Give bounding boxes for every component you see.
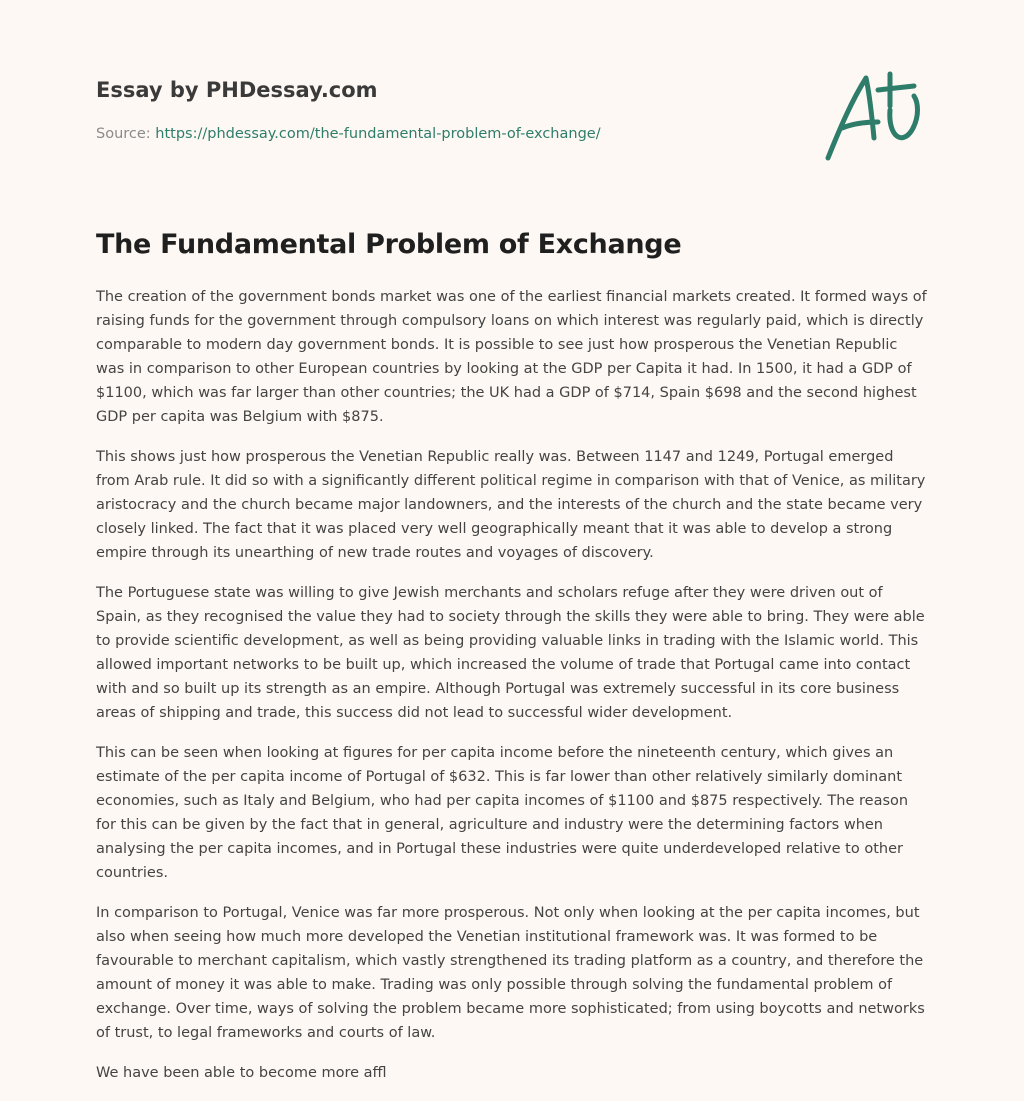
article-paragraph: This can be seen when looking at figures for per capita income before the nineteenth century, which gives an estimate of the per capita income of Portugal of $632. This is far lower than other relatively similarly dominant economies, such as Italy and Belgium, who had per capita incomes of $1100 and $875 respectively. The reason for this can be given by the fact that in general, agriculture and industry were the determining factors when analysing the per capita incomes, and in Portugal these industries were quite underdeveloped relative to other countries. <box>96 745 909 881</box>
source-label: Source: <box>96 126 151 142</box>
article-paragraph: The Portuguese state was willing to give Jewish merchants and scholars refuge after they were driven out of Spain, as they recognised the value they had to society through the skills they were able to bring. They were able to provide scientific development, as well as being providing valuable links in trading with the Islamic world. This allowed important networks to be built up, which increased the volume of trade that Portugal came into contact with and so built up its strength as an empire. Although Portugal was extremely successful in its core business areas of shipping and trade, this success did not lead to successful wider development. <box>96 585 925 721</box>
article-body <box>96 285 930 1101</box>
a-plus-logo-icon <box>818 66 928 166</box>
article-paragraph-truncated: We have been able to become more affl <box>96 1065 387 1081</box>
article-title: The Fundamental Problem of Exchange <box>96 229 682 260</box>
source-link[interactable]: https://phdessay.com/the-fundamental-problem-of-exchange/ <box>155 126 601 142</box>
site-title: Essay by PHDessay.com <box>96 78 378 102</box>
article-paragraph: The creation of the government bonds market was one of the earliest financial markets created. It formed ways of raising funds for the government through compulsory loans on which interest was regularly paid, which is directly comparable to modern day government bonds. It is possible to see just how prosperous the Venetian Republic was in comparison to other European countries by looking at the GDP per Capita it had. In 1500, it had a GDP of $1100, which was far larger than other countries; the UK had a GDP of $714, Spain $698 and the second highest GDP per capita was Belgium with $875. <box>96 289 927 425</box>
article-paragraph: This shows just how prosperous the Venetian Republic really was. Between 1147 and 1249, Portugal emerged from Arab rule. It did so with a significantly different political regime in comparison with that of Venice, as military aristocracy and the church became major landowners, and the interests of the church and the state became very closely linked. The fact that it was placed very well geographically meant that it was able to develop a strong empire through its unearthing of new trade routes and voyages of discovery. <box>96 449 926 561</box>
article-paragraph: In comparison to Portugal, Venice was far more prosperous. Not only when looking at the per capita incomes, but also when seeing how much more developed the Venetian institutional framework was. It was formed to be favourable to merchant capitalism, which vastly strengthened its trading platform as a country, and therefore the amount of money it was able to make. Trading was only possible through solving the fundamental problem of exchange. Over time, ways of solving the problem became more sophisticated; from using boycotts and networks of trust, to legal frameworks and courts of law. <box>96 905 925 1041</box>
source-line <box>96 124 796 144</box>
essay-header <box>96 76 796 144</box>
